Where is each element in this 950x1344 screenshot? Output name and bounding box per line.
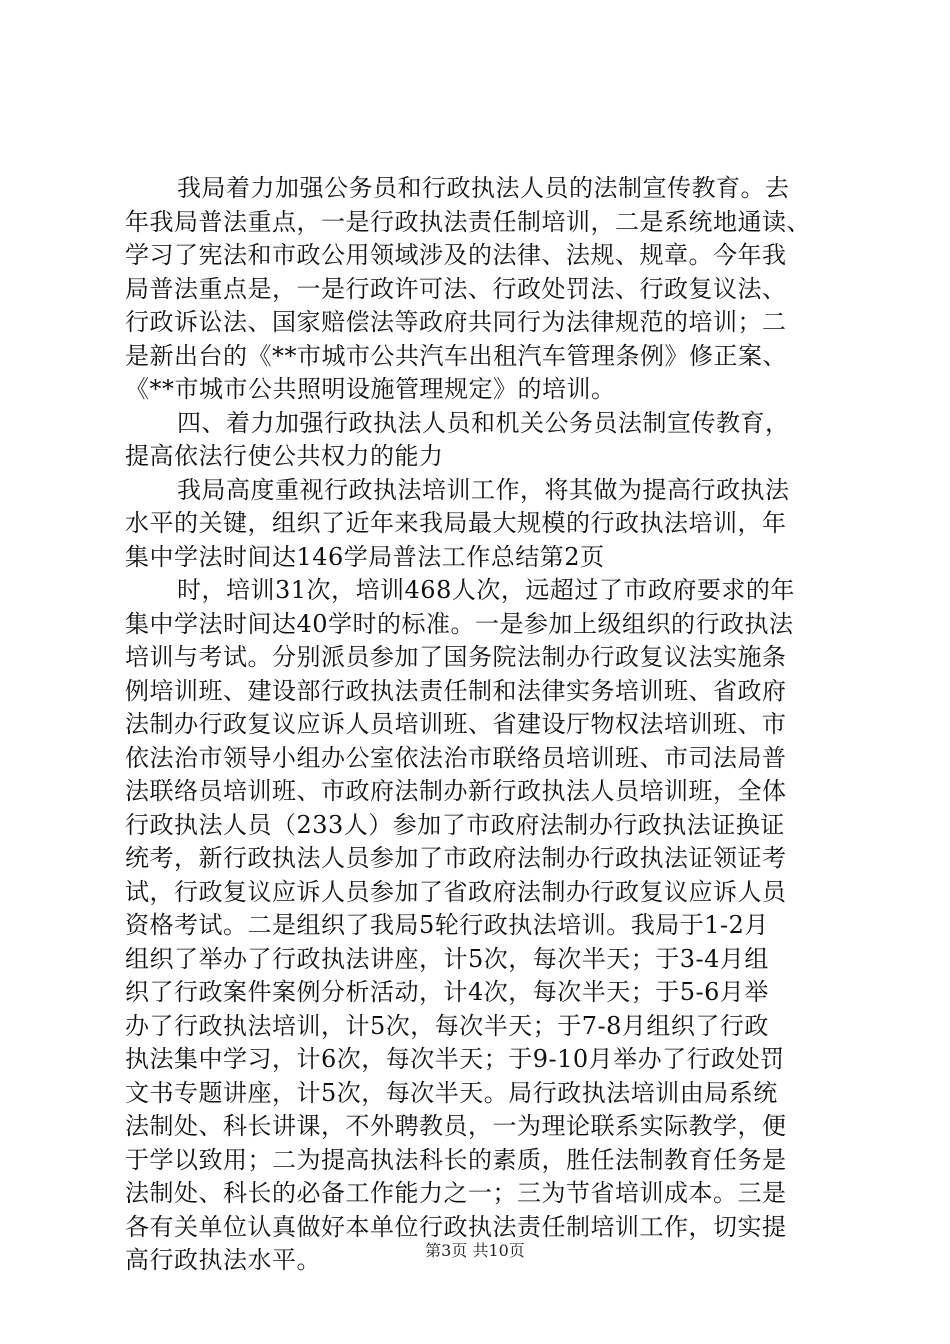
text-line: 学习了宪法和市政公用领域涉及的法律、法规、规章。今年我 xyxy=(125,241,787,269)
paragraph-1 xyxy=(125,172,825,407)
text-line: 执法集中学习，计6次，每次半天；于9-10月举办了行政处罚 xyxy=(125,1045,785,1073)
section-heading xyxy=(125,407,825,474)
text-line: 例培训班、建设部行政执法责任制和法律实务培训班、省政府 xyxy=(125,676,787,705)
document-body xyxy=(125,172,825,1278)
text-line: 培训与考试。分别派员参加了国务院法制办行政复议法实施条 xyxy=(125,643,787,671)
text-line: 办了行政执法培训，计5次，每次半天；于7-8月组织了行政 xyxy=(125,1011,769,1040)
text-line: 水平的关键，组织了近年来我局最大规模的行政执法培训，年 xyxy=(125,509,787,537)
text-line: 《**市城市公共照明设施管理规定》的培训。 xyxy=(125,375,616,403)
paragraph-3 xyxy=(125,574,825,1278)
heading-line: 提高依法行使公共权力的能力 xyxy=(125,442,444,470)
page-number: 第3页 共10页 xyxy=(425,1241,525,1260)
text-line: 法制处、科长讲课，不外聘教员，一为理论联系实际教学，便 xyxy=(125,1112,787,1140)
text-line: 依法治市领导小组办公室依法治市联络员培训班、市司法局普 xyxy=(125,743,787,772)
text-line: 行政执法人员（233人）参加了市政府法制办行政执法证换证 xyxy=(125,810,785,839)
text-line: 组织了举办了行政执法讲座，计5次，每次半天；于3-4月组 xyxy=(125,944,769,973)
text-line: 文书专题讲座，计5次，每次半天。局行政执法培训由局系统 xyxy=(125,1078,778,1107)
paragraph-2 xyxy=(125,474,825,575)
text-line: 资格考试。二是组织了我局5轮行政执法培训。我局于1-2月 xyxy=(125,911,769,939)
text-line: 集中学法时间达146学局普法工作总结第2页 xyxy=(125,542,605,571)
text-line: 法制办行政复议应诉人员培训班、省建设厅物权法培训班、市 xyxy=(125,710,787,738)
text-line: 行政诉讼法、国家赔偿法等政府共同行为法律规范的培训；二 xyxy=(125,308,787,336)
text-line: 集中学法时间达40学时的标准。一是参加上级组织的行政执法 xyxy=(125,609,794,638)
text-line: 是新出台的《**市城市公共汽车出租汽车管理条例》修正案、 xyxy=(125,341,787,370)
text-line: 我局着力加强公务员和行政执法人员的法制宣传教育。去 xyxy=(177,174,790,202)
text-line: 时，培训31次，培训468人次，远超过了市政府要求的年 xyxy=(177,576,795,604)
text-line: 年我局普法重点，一是行政执法责任制培训，二是系统地通读、 xyxy=(125,207,811,236)
text-line: 于学以致用；二为提高执法科长的素质，胜任法制教育任务是 xyxy=(125,1145,787,1174)
heading-line: 四、着力加强行政执法人员和机关公务员法制宣传教育， xyxy=(177,408,790,437)
text-line: 织了行政案件案例分析活动，计4次，每次半天；于5-6月举 xyxy=(125,978,769,1006)
text-line: 局普法重点是，一是行政许可法、行政处罚法、行政复议法、 xyxy=(125,274,787,303)
page-footer xyxy=(0,1241,950,1261)
text-line: 高行政执法水平。 xyxy=(125,1246,321,1274)
text-line: 法联络员培训班、市政府法制办新行政执法人员培训班，全体 xyxy=(125,777,787,805)
text-line: 法制处、科长的必备工作能力之一；三为节省培训成本。三是 xyxy=(125,1179,787,1207)
text-line: 我局高度重视行政执法培训工作，将其做为提高行政执法 xyxy=(177,475,790,504)
text-line: 各有关单位认真做好本单位行政执法责任制培训工作，切实提 xyxy=(125,1212,787,1241)
text-line: 统考，新行政执法人员参加了市政府法制办行政执法证领证考 xyxy=(125,844,787,872)
text-line: 试，行政复议应诉人员参加了省政府法制办行政复议应诉人员 xyxy=(125,877,787,906)
